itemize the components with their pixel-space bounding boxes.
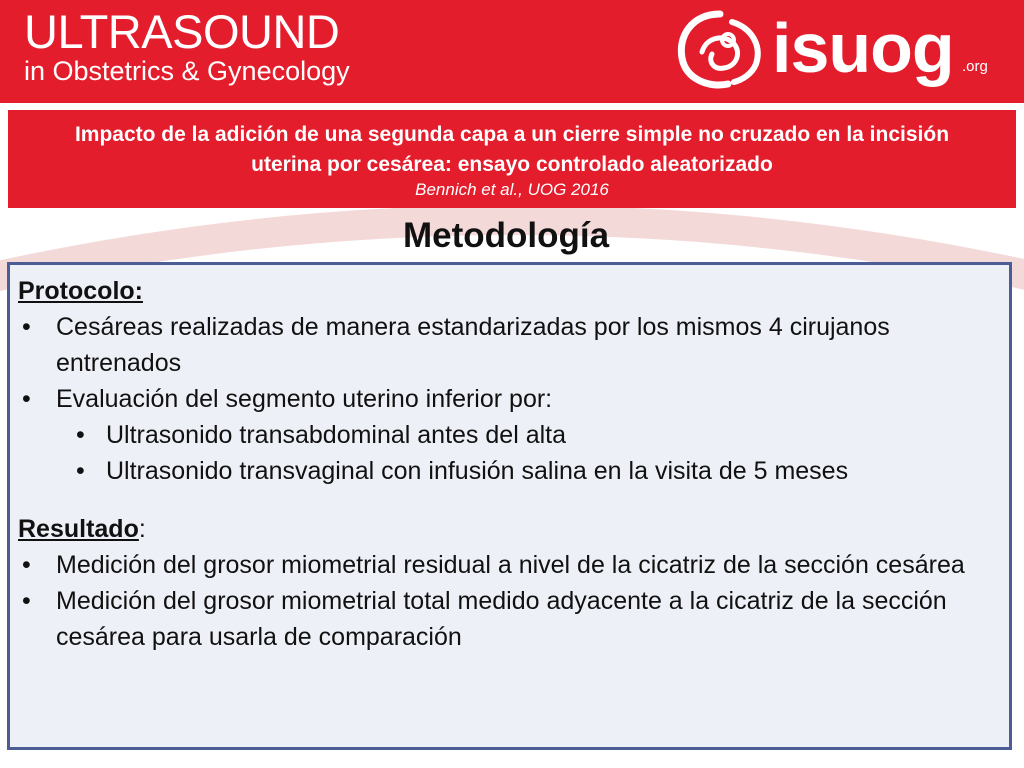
journal-title-sub: in Obstetrics & Gynecology: [24, 56, 350, 86]
isuog-logo: [672, 8, 1012, 98]
list-item-text: Medición del grosor miometrial residual a nivel de la cicatriz de la sección cesárea: [56, 551, 965, 579]
logo-text: isuog: [772, 9, 954, 87]
sub-list-item: [18, 453, 1001, 489]
bullet-icon: •: [22, 551, 31, 579]
list-item-text: Ultrasonido transvaginal con infusión salina en la visita de 5 meses: [106, 457, 849, 485]
journal-title: [24, 5, 350, 86]
list-item-text: Ultrasonido transabdominal antes del alta: [106, 421, 566, 449]
logo-suffix: .org: [962, 58, 988, 75]
sub-list-item: [18, 417, 1001, 453]
result-heading-row: [18, 511, 1001, 547]
bullet-icon: •: [22, 313, 31, 341]
list-item-text: Evaluación del segmento uterino inferior por:: [56, 385, 553, 413]
list-item: [18, 309, 1001, 381]
study-banner: [8, 110, 1016, 208]
list-item-text: Cesáreas realizadas de manera estandarizadas por los mismos 4 cirujanos entrenados: [56, 313, 890, 377]
section-title: Metodología: [402, 216, 610, 255]
list-item-text: Medición del grosor miometrial total medido adyacente a la cicatriz de la sección cesárea para usarla de comparación: [56, 587, 947, 651]
bullet-icon: •: [22, 385, 31, 413]
protocol-heading: Protocolo:: [18, 277, 143, 305]
content: [18, 273, 1001, 655]
result-heading-colon: :: [138, 515, 146, 543]
content-box: [7, 262, 1012, 750]
journal-header: [0, 0, 1024, 103]
result-heading: Resultado: [18, 515, 139, 543]
journal-title-main: ULTRASOUND: [24, 5, 340, 58]
fetus-icon: [672, 8, 768, 92]
bullet-icon: •: [22, 587, 31, 615]
bullet-icon: •: [76, 421, 85, 449]
section-spacer: [18, 489, 1001, 511]
study-title: Impacto de la adición de una segunda capa a un cierre simple no cruzado en la incisión uterina por cesárea: ensayo controlado aleatorizado: [74, 123, 950, 176]
list-item: [18, 583, 1001, 655]
bullet-icon: •: [76, 457, 85, 485]
list-item: [18, 381, 1001, 417]
list-item: [18, 547, 1001, 583]
study-citation: Bennich et al., UOG 2016: [415, 180, 609, 199]
